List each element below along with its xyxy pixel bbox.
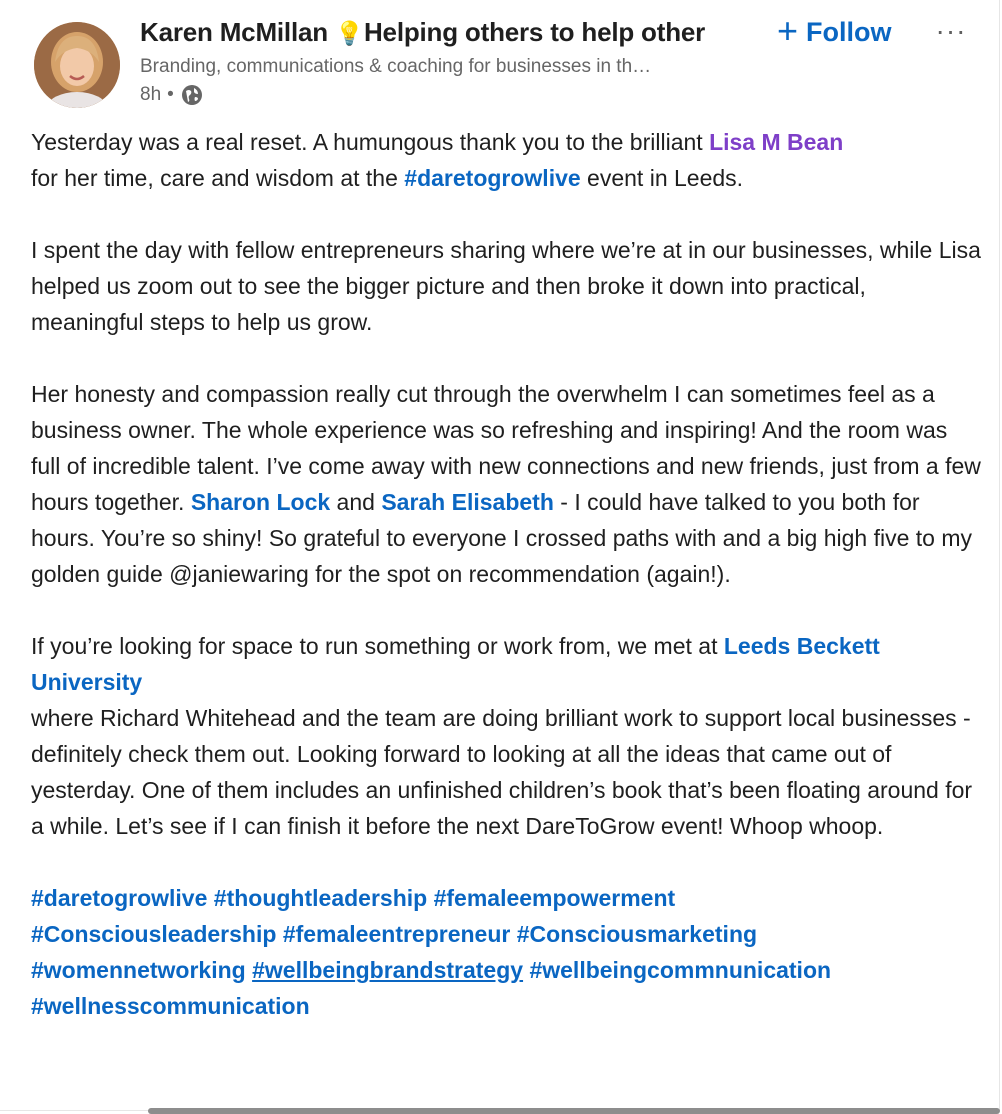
- text-span: Her honesty and compassion really cut through the overwhelm I can sometimes feel as a business owner. The whole experience was so refreshing and inspiring! And the room was full of incredible talent. I’ve come away with new connections and new friends, just from a few hours together.: [31, 381, 981, 515]
- text-span: - I could have talked to you both for hours. You’re so shiny! So grateful to everyone I crossed paths with and a big high five to my golden guide @janiewaring for the spot on recommendation (again!).: [31, 489, 972, 587]
- paragraph-3: [31, 376, 981, 592]
- follow-button[interactable]: [777, 12, 892, 52]
- paragraph-1: [31, 124, 981, 196]
- hashtag-link[interactable]: #femaleentrepreneur: [282, 921, 511, 947]
- text-span: Yesterday was a real reset. A humungous thank you to the brilliant: [31, 129, 710, 155]
- author-name[interactable]: Karen McMillan: [140, 17, 328, 47]
- paragraph-2: I spent the day with fellow entrepreneurs sharing where we’re at in our businesses, while Lisa helped us zoom out to see the bigger picture and then broke it down into practical, meaningful steps to help us grow.: [31, 237, 981, 335]
- hashtag-link[interactable]: #wellnesscommunication: [31, 993, 310, 1019]
- hashtag-link[interactable]: #femaleempowerment: [433, 885, 676, 911]
- plus-icon: +: [777, 10, 799, 51]
- hashtag-link[interactable]: #daretogrowlive: [31, 885, 208, 911]
- hashtag-link[interactable]: #Consciousmarketing: [516, 921, 758, 947]
- globe-icon: [180, 83, 204, 107]
- text-span: If you’re looking for space to run something or work from, we met at: [31, 633, 724, 659]
- mention-leeds-beckett-university[interactable]: Leeds Beckett University: [31, 633, 880, 695]
- hashtag-link[interactable]: #wellbeingcommnunication: [529, 957, 832, 983]
- hashtag-link[interactable]: #thoughtleadership: [213, 885, 428, 911]
- mention-lisa-m-bean[interactable]: Lisa M Bean: [709, 129, 844, 155]
- author-avatar[interactable]: [34, 22, 120, 108]
- avatar-photo-icon: [34, 22, 120, 108]
- author-name-line[interactable]: [140, 17, 765, 53]
- hashtag-link[interactable]: #daretogrowlive: [404, 165, 581, 191]
- lightbulb-icon: 💡: [334, 20, 364, 46]
- mention-sarah-elisabeth[interactable]: Sarah Elisabeth: [381, 489, 554, 515]
- text-span: where Richard Whitehead and the team are doing brilliant work to support local businesses - definitely check them out. Looking forward to looking at all the ideas that came out of yesterday. One of them includes an unfinished children’s book that’s been floating around for a while. Let’s see if I can finish it before the next DareToGrow event! Whoop whoop.: [31, 705, 973, 839]
- hashtag-link-hovered[interactable]: #wellbeingbrandstrategy: [252, 957, 524, 983]
- author-headline: Branding, communications & coaching for businesses in th…: [140, 56, 652, 77]
- post-header: [0, 0, 1000, 118]
- text-span: event in Leeds.: [580, 165, 744, 191]
- hashtag-link[interactable]: #womennetworking: [31, 957, 246, 983]
- text-span: for her time, care and wisdom at the: [31, 165, 405, 191]
- text-span: and: [330, 489, 382, 515]
- post-time: 8h: [140, 84, 162, 105]
- author-tagline: Helping others to help other: [363, 17, 706, 47]
- mention-sharon-lock[interactable]: Sharon Lock: [190, 489, 331, 515]
- paragraph-4: [31, 628, 981, 844]
- more-options-button[interactable]: ···: [935, 15, 967, 46]
- post-text: [31, 124, 981, 1060]
- post-meta: [140, 82, 204, 108]
- meta-separator: •: [167, 84, 174, 105]
- hashtag-link[interactable]: #Consciousleadership: [31, 921, 277, 947]
- follow-label: Follow: [806, 16, 892, 47]
- horizontal-scrollbar[interactable]: [148, 1108, 1000, 1114]
- hashtag-list: [31, 880, 981, 1024]
